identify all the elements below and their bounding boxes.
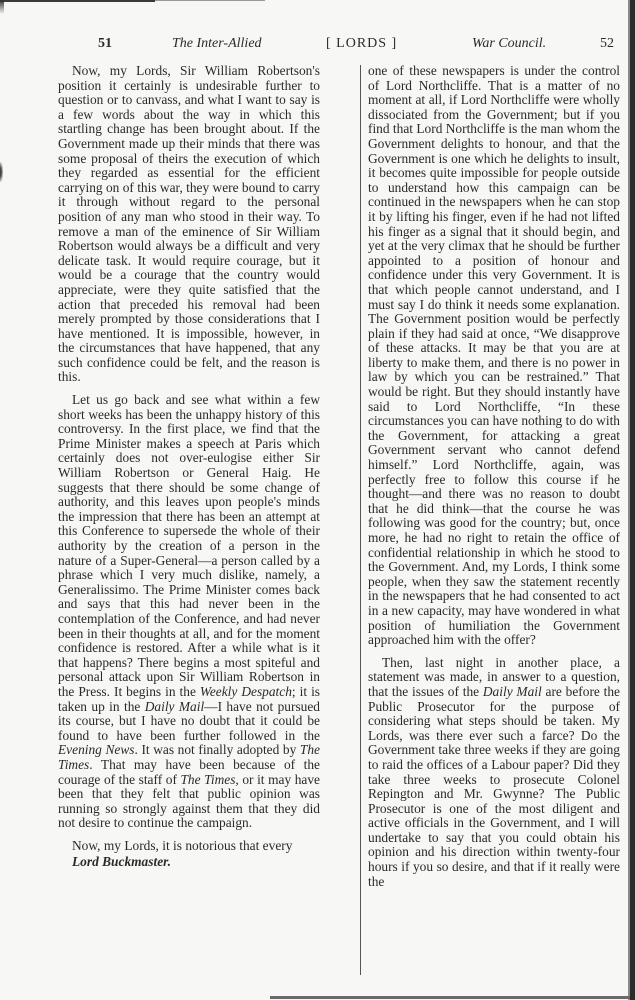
running-title-right: War Council. [472, 36, 547, 51]
paragraph: Then, last night in another place, a statement was made, in answer to a question, that the issues of the Daily Mail are before the Public Prosecutor for the purpose of considering what steps should be taken. My Lords, was there ever such a farce? Do the Government take three weeks if they are going to raid the offices of a Labour paper? Did they take three weeks to prosecute Colonel Repington and Mr. Gwynne? The Public Prosecutor is one of the most diligent and active officials in the Government, and I will undertake to say that you could obtain his opinion and his direction within twenty-four hours if you so desire, and that if it really were the [368, 654, 621, 889]
running-title-left: The Inter-Allied [172, 36, 262, 51]
scan-binding-mark [0, 162, 3, 182]
left-column [58, 64, 320, 870]
paragraph: one of these newspapers is under the control of Lord Northcliffe. That is a matter of no moment at all, if Lord Northcliffe were wholly dissociated from the Government; but if you find that Lord Northcliffe is the man whom the Government delights to honour, and that the Government is one which he delights to insult, it becomes quite impossible for people outside to understand how this campaign can be continued in the newspapers when he can stop it by lifting his finger, even if he had not lifted his finger as a signal that it should begin, and yet at the very climax that he should be further appointed to a position of honour and confidence under this very Government. It is that which people cannot understand, and I must say I do think it needs some explanation. The Government position would be perfectly plain if they had said at once, “We disapprove of these attacks. It may be that you are at liberty to make them, and there is no power in law by which you can be restrained.” That would be right. But they should instantly have said to Lord Northcliffe, “In these circumstances you can have nothing to do with the Government, for attacking a great Government servant who cannot defend himself.” Lord Northcliffe, again, was perfectly free to follow this course if he thought—and there was no reason to doubt that he did think—that the course he was following was good for the country; but, once more, he had no right to retain the office of confidential relationship in which he stood to the Government. And, my Lords, I think some people, when they saw the statement recently in the newspapers that he had consented to act in a new capacity, may have wondered in what position of humiliation the Government approached him with the offer? [368, 63, 620, 648]
house-label: [ LORDS ] [326, 36, 398, 51]
scan-border-right [630, 0, 635, 1000]
speaker-name: Lord Buckmaster. [72, 854, 171, 870]
newspaper-title: The Times [58, 742, 320, 772]
scan-border-top-faint [155, 0, 265, 1]
newspaper-title: The Times [180, 771, 236, 787]
paragraph: Now, my Lords, it is notorious that every [72, 837, 293, 853]
page-number-right: 52 [600, 36, 614, 51]
scan-border-bottom [270, 996, 630, 999]
newspaper-title: Weekly Despatch [199, 683, 292, 699]
paragraph: Now, my Lords, Sir William Robertson's position it certainly is undesirable further to question or to canvass, and what I want to say is a few words about the way in which this startling change has been brought about. If the Government made up their minds that there was some proposal of theirs the execution of which they regarded as essential for the efficient carrying on of this war, they were bound to carry it through without regard to the personal position of any man who stood in their way. To remove a man of the eminence of Sir William Robertson would always be a difficult and very delicate task. It would require courage, but it would be a courage that the country would appreciate, were they quite satisfied that the action that preceded his removal had been merely prompted by those considerations that I have mentioned. It is impossible, however, in the circumstances that have happened, that any such confidence could be felt, and the reason is this. [58, 63, 320, 385]
right-column [368, 64, 620, 889]
page-number-left: 51 [98, 36, 112, 51]
scan-border-top [0, 0, 155, 2]
running-header [80, 36, 620, 56]
column-divider [360, 65, 361, 975]
paragraph: Let us go back and see what within a few short weeks has been the unhappy history of this controversy. In the first place, we find that the Prime Minister makes a speech at Paris which certainly does not over-eulogise either Sir William Robertson or General Haig. He suggests that there should be some change of authority, and this leaves upon people's minds the impression that there has been an attempt at this Conference to supersede the whole of their authority by the creation of a person in the nature of a Super-General—a person called by a phrase which I very much dislike, namely, a Generalissimo. The Prime Minister comes back and says that this had never been in the contemplation of the Conference, and had never been in their thoughts at all, and for the moment confidence is restored. After a while what is it that happens? There begins a most spiteful and personal attack upon Sir William Robertson in the Press. It begins in the Weekly Despatch; it is taken up in the Daily Mail—I have not pursued its course, but I have no doubt that it could be found to have been further followed in the Evening News. It was not finally adopted by The Times. That may have been because of the courage of the staff of The Times, or it may have been that they felt that public opinion was running so strongly against them that they did not desire to continue the campaign. [58, 392, 320, 831]
scan-corner-mark [0, 0, 4, 14]
newspaper-title: Daily Mail [144, 698, 205, 714]
newspaper-title: Evening News [58, 742, 135, 758]
scan-border-right-shadow [628, 0, 630, 1000]
newspaper-title: Daily Mail [482, 683, 542, 699]
